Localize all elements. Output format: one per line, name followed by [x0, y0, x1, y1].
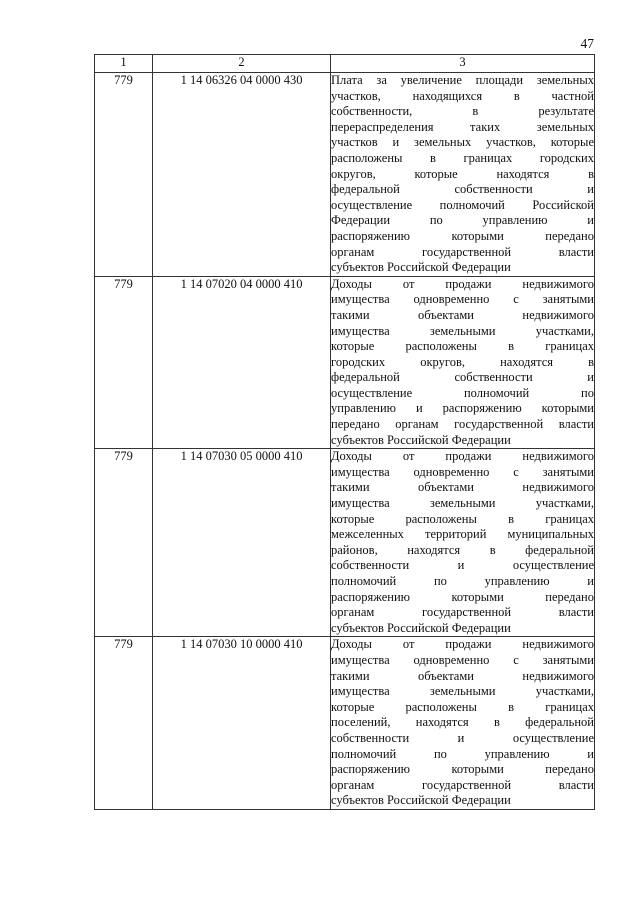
description-line: собственности, в результате [331, 104, 594, 119]
description-line: органам государственной власти [331, 605, 594, 620]
description-line: управлению и распоряжению которыми [331, 401, 594, 416]
description-line: которые расположены в границах [331, 339, 594, 354]
description-cell [331, 276, 595, 449]
description-line: федеральной собственности и [331, 370, 594, 385]
description-line: округов, которые находятся в [331, 166, 594, 181]
description-line: поселений, находятся в федеральной [331, 715, 594, 730]
description-line: передано органам государственной власти [331, 417, 594, 432]
description-line: имущества земельными участками, [331, 684, 594, 699]
description-line: Доходы от продажи недвижимого [331, 449, 594, 464]
description-line: субъектов Российской Федерации [331, 432, 511, 447]
description-line: межселенных территорий муниципальных [331, 527, 594, 542]
admin-code-cell: 779 [95, 637, 153, 810]
description-line: собственности и осуществление [331, 558, 594, 573]
kbk-code-cell: 1 14 07030 10 0000 410 [153, 637, 331, 810]
description-line: перераспределения таких земельных [331, 119, 594, 134]
description-line: распоряжению которыми передано [331, 762, 594, 777]
description-line: полномочий по управлению и [331, 746, 594, 761]
description-line: распоряжению которыми передано [331, 589, 594, 604]
table-row [95, 73, 595, 277]
description-line: осуществление полномочий Российской [331, 197, 594, 212]
description-line: такими объектами недвижимого [331, 668, 594, 683]
description-line: такими объектами недвижимого [331, 307, 594, 322]
table-row [95, 449, 595, 637]
kbk-code-cell: 1 14 07030 05 0000 410 [153, 449, 331, 637]
description-line: имущества одновременно с занятыми [331, 464, 594, 479]
table-row [95, 276, 595, 449]
page-number: 47 [580, 36, 594, 51]
description-line: органам государственной власти [331, 777, 594, 792]
description-line: такими объектами недвижимого [331, 480, 594, 495]
description-line: Плата за увеличение площади земельных [331, 73, 594, 87]
description-line: органам государственной власти [331, 244, 594, 259]
description-line: расположены в границах городских [331, 150, 594, 165]
kbk-code-cell: 1 14 07020 04 0000 410 [153, 276, 331, 449]
description-line: участков и земельных участков, которые [331, 135, 594, 150]
description-line: федеральной собственности и [331, 182, 594, 197]
description-line: субъектов Российской Федерации [331, 260, 511, 275]
description-line: субъектов Российской Федерации [331, 620, 511, 635]
description-cell [331, 449, 595, 637]
admin-code-cell: 779 [95, 276, 153, 449]
description-line: Доходы от продажи недвижимого [331, 637, 594, 652]
description-line: которые расположены в границах [331, 511, 594, 526]
description-line: осуществление полномочий по [331, 385, 594, 400]
description-line: собственности и осуществление [331, 730, 594, 745]
table-row [95, 637, 595, 810]
kbk-code-cell: 1 14 06326 04 0000 430 [153, 73, 331, 277]
budget-classification-table [94, 54, 595, 810]
description-line: Доходы от продажи недвижимого [331, 276, 594, 291]
column-header-3: 3 [331, 55, 595, 73]
description-line: имущества одновременно с занятыми [331, 292, 594, 307]
admin-code-cell: 779 [95, 73, 153, 277]
description-cell [331, 73, 595, 277]
description-line: имущества земельными участками, [331, 323, 594, 338]
description-line: распоряжению которыми передано [331, 228, 594, 243]
column-header-1: 1 [95, 55, 153, 73]
column-header-2: 2 [153, 55, 331, 73]
description-line: районов, находятся в федеральной [331, 542, 594, 557]
description-line: имущества одновременно с занятыми [331, 652, 594, 667]
description-cell [331, 637, 595, 810]
admin-code-cell: 779 [95, 449, 153, 637]
description-line: городских округов, находятся в [331, 354, 594, 369]
description-line: участков, находящихся в частной [331, 88, 594, 103]
description-line: имущества земельными участками, [331, 496, 594, 511]
table-header-row [95, 55, 595, 73]
description-line: Федерации по управлению и [331, 213, 594, 228]
description-line: субъектов Российской Федерации [331, 793, 511, 808]
description-line: полномочий по управлению и [331, 574, 594, 588]
description-line: которые расположены в границах [331, 699, 594, 714]
